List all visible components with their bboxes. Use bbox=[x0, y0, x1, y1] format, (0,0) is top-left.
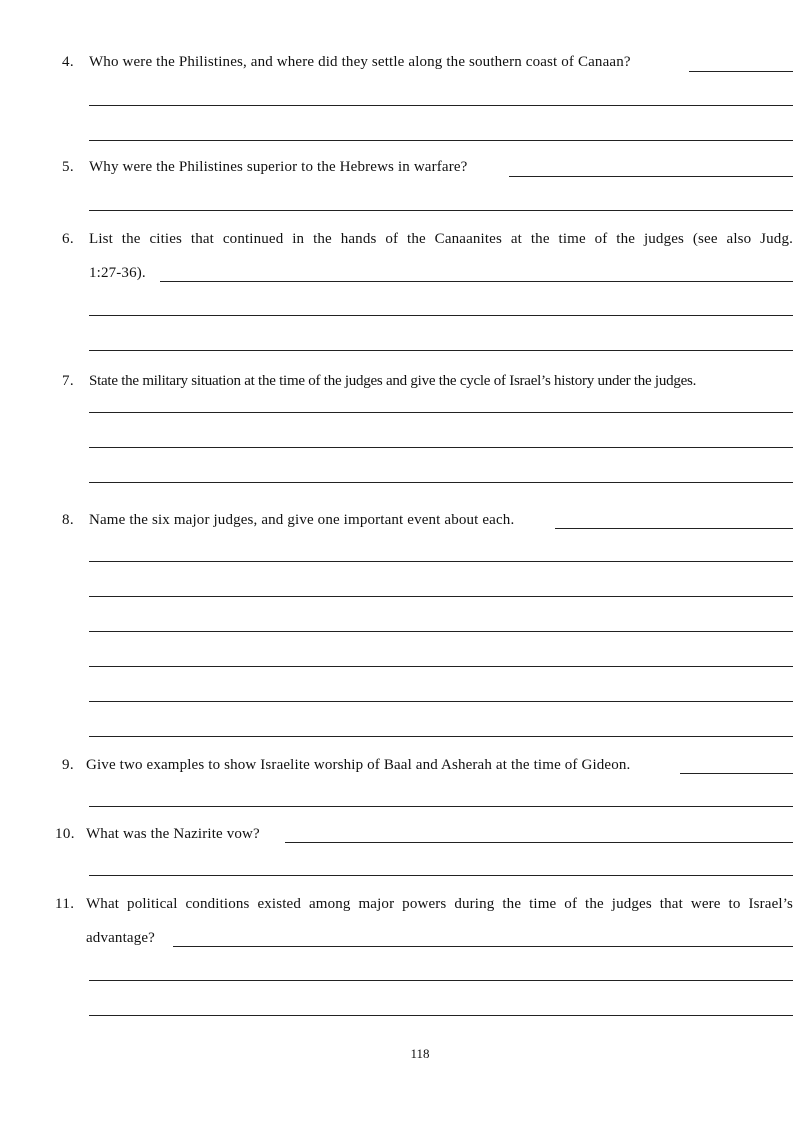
question-text: List the cities that continued in the hands of the Canaanites at the time of the judges (see also Judg. bbox=[89, 231, 793, 247]
answer-line[interactable] bbox=[89, 1015, 793, 1016]
answer-line[interactable] bbox=[89, 875, 793, 876]
answer-line[interactable] bbox=[89, 596, 793, 597]
question-text: Who were the Philistines, and where did they settle along the southern coast of Canaan? bbox=[89, 54, 631, 70]
question-number: 11. bbox=[55, 896, 75, 912]
answer-line[interactable] bbox=[89, 980, 793, 981]
answer-line[interactable] bbox=[89, 736, 793, 737]
answer-line[interactable] bbox=[89, 482, 793, 483]
question-text: What political conditions existed among major powers during the time of the judges that were to Israel’s bbox=[86, 896, 793, 912]
question-number: 7. bbox=[62, 373, 75, 389]
answer-line[interactable] bbox=[89, 412, 793, 413]
question-number: 10. bbox=[55, 826, 75, 842]
question-number: 9. bbox=[62, 757, 75, 773]
answer-blank[interactable] bbox=[555, 528, 793, 529]
answer-line[interactable] bbox=[89, 350, 793, 351]
question-text: Name the six major judges, and give one important event about each. bbox=[89, 512, 515, 528]
answer-line[interactable] bbox=[89, 140, 793, 141]
page-number: 118 bbox=[410, 1046, 430, 1061]
question-text: Give two examples to show Israelite worship of Baal and Asherah at the time of Gideon. bbox=[86, 757, 631, 773]
question-text: What was the Nazirite vow? bbox=[86, 826, 260, 842]
answer-line[interactable] bbox=[89, 210, 793, 211]
question-number: 8. bbox=[62, 512, 75, 528]
answer-line[interactable] bbox=[89, 315, 793, 316]
answer-line[interactable] bbox=[89, 105, 793, 106]
question-number: 6. bbox=[62, 231, 75, 247]
answer-blank[interactable] bbox=[160, 281, 793, 282]
question-text: State the military situation at the time of the judges and give the cycle of Israel’s history under the judges. bbox=[89, 373, 697, 389]
answer-blank[interactable] bbox=[689, 71, 793, 72]
question-text: Why were the Philistines superior to the Hebrews in warfare? bbox=[89, 159, 468, 175]
answer-line[interactable] bbox=[89, 447, 793, 448]
answer-line[interactable] bbox=[89, 631, 793, 632]
answer-line[interactable] bbox=[89, 561, 793, 562]
answer-blank[interactable] bbox=[285, 842, 793, 843]
answer-blank[interactable] bbox=[509, 176, 793, 177]
answer-blank[interactable] bbox=[173, 946, 793, 947]
question-text-continued: advantage? bbox=[86, 930, 155, 946]
answer-blank[interactable] bbox=[680, 773, 793, 774]
question-number: 4. bbox=[62, 54, 75, 70]
question-number: 5. bbox=[62, 159, 75, 175]
answer-line[interactable] bbox=[89, 666, 793, 667]
answer-line[interactable] bbox=[89, 701, 793, 702]
question-text-continued: 1:27-36). bbox=[89, 265, 146, 281]
answer-line[interactable] bbox=[89, 806, 793, 807]
